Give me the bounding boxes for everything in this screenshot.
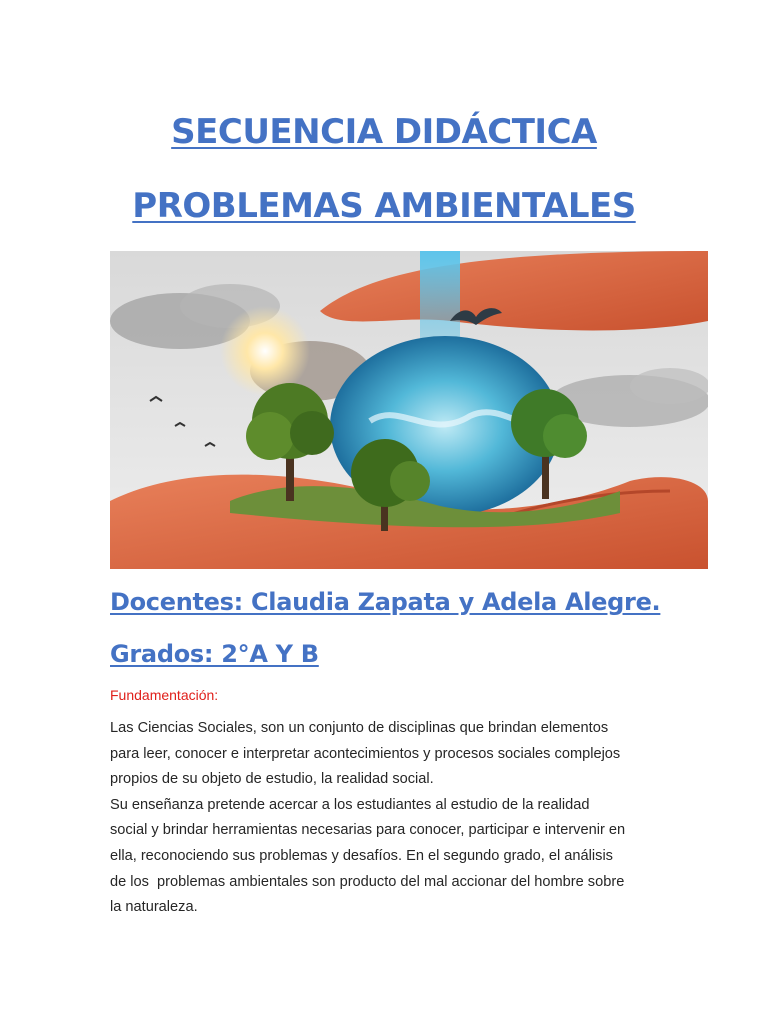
- grados-heading: Grados: 2°A Y B: [110, 640, 319, 668]
- fundamentacion-label: Fundamentación:: [110, 687, 219, 703]
- title-line-1: SECUENCIA DIDÁCTICA: [171, 112, 597, 152]
- paragraph-line: social y brindar herramientas necesarias para conocer, participar e intervenir en: [110, 822, 626, 839]
- hero-image: [110, 251, 708, 569]
- paragraph-line: ella, reconociendo sus problemas y desafíos. En el segundo grado, el análisis: [110, 847, 613, 864]
- paragraph-line: propios de su objeto de estudio, la realidad social.: [110, 771, 434, 788]
- docentes-heading: Docentes: Claudia Zapata y Adela Alegre.: [110, 588, 661, 616]
- fundamentacion-paragraph: [110, 716, 670, 921]
- paragraph-line: de los problemas ambientales son producto del mal accionar del hombre sobre: [110, 873, 625, 890]
- paragraph-line: para leer, conocer e interpretar acontecimientos y procesos sociales complejos: [110, 745, 621, 762]
- paragraph-line: Las Ciencias Sociales, son un conjunto de disciplinas que brindan elementos: [110, 720, 609, 736]
- title-line-2: PROBLEMAS AMBIENTALES: [132, 186, 636, 226]
- hands-holding-earth-illustration: [110, 251, 708, 569]
- paragraph-line: la naturaleza.: [110, 899, 198, 916]
- paragraph-line: Su enseñanza pretende acercar a los estudiantes al estudio de la realidad: [110, 796, 590, 813]
